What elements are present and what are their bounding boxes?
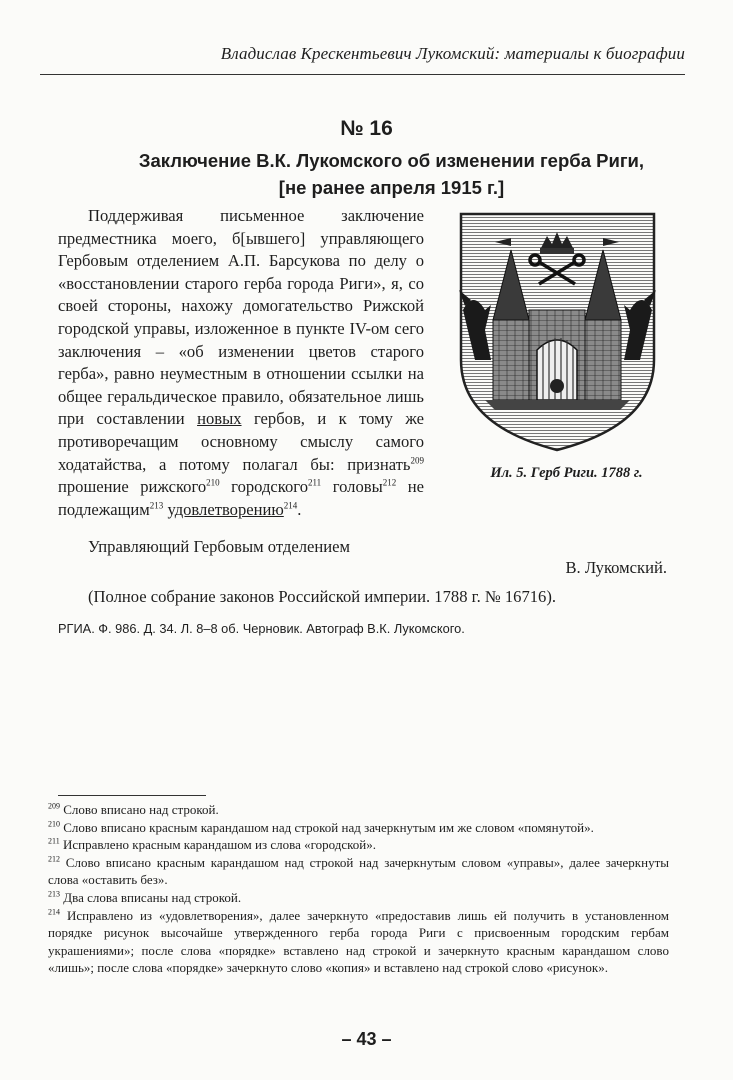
footnote-text: Слово вписано красным карандашом над строкой над зачеркнутым словом «управы», далее зачеркнуты слова «оставить без». — [48, 854, 669, 888]
footnote-text: Два слова вписаны над строкой. — [63, 889, 242, 905]
underlined-word-satisfaction: удовлетворению — [167, 499, 284, 519]
body-text-segment: гербов, и к тому же противоречащим основному смыслу самого ходатайства, а потому полагал бы: признать — [58, 409, 424, 474]
header-rule — [40, 74, 685, 75]
body-paragraph — [58, 205, 424, 521]
signature-role: Управляющий Гербовым отделением — [88, 537, 350, 556]
body-text-segment: городского — [219, 477, 309, 497]
document-number: № 16 — [340, 117, 393, 140]
underlined-word-new: новых — [197, 409, 242, 429]
footnote-text: Исправлено красным карандашом из слова «городской». — [62, 837, 377, 853]
footnote-ref-209[interactable]: 209 — [410, 455, 424, 465]
footnote-210 — [48, 819, 669, 837]
document-title-line2: [не ранее апреля 1915 г.] — [278, 177, 505, 198]
footnote-text: Слово вписано красным карандашом над строкой над зачеркнутым им же словом «помянутой». — [63, 819, 594, 835]
figure-caption: Ил. 5. Герб Риги. 1788 г. — [490, 465, 643, 481]
body-text-segment: . — [297, 499, 302, 519]
archive-reference: РГИА. Ф. 986. Д. 34. Л. 8–8 об. Черновик. Автограф В.К. Лукомского. — [58, 621, 465, 636]
footnote-209 — [48, 801, 669, 819]
footnote-number: 214 — [48, 907, 60, 917]
body-text-segment: не подлежащим — [58, 477, 424, 519]
footnote-212 — [48, 854, 669, 889]
footnote-text: Исправлено из «удовлетворения», далее зачеркнуто «предоставив лишь ей получить в установленном порядке рисунок высочайше утвержденного герба города Риги с присвоенным городским гербам украшениями»; после слова «порядке» вставлено над строкой и зачеркнуто красным карандашом слово «лишь»; после слова «порядке» зачеркнуто слово «копия» и вставлено над строкой слово «рисунок». — [48, 907, 669, 976]
footnote-214 — [48, 907, 669, 977]
footnote-ref-214[interactable]: 214 — [283, 500, 298, 511]
lion-head-icon — [550, 379, 564, 393]
footnote-number: 209 — [48, 801, 60, 811]
footnote-number: 211 — [48, 836, 60, 846]
footnote-number: 213 — [48, 889, 60, 899]
footnote-number: 212 — [48, 854, 60, 864]
footnote-number: 210 — [48, 819, 60, 829]
document-body — [58, 205, 424, 521]
source-citation: (Полное собрание законов Российской империи. 1788 г. № 16716). — [88, 587, 557, 606]
footnote-text: Слово вписано над строкой. — [63, 802, 219, 817]
footnote-213 — [48, 889, 669, 907]
footnote-ref-210[interactable]: 210 — [206, 477, 220, 488]
footnotes — [48, 801, 669, 977]
body-text-segment: прошение рижского — [58, 477, 207, 497]
footnote-211 — [48, 836, 669, 854]
coat-of-arms-riga-illustration — [455, 210, 660, 455]
footnote-divider — [58, 795, 206, 796]
footnote-ref-211[interactable]: 211 — [308, 477, 322, 488]
running-header: Владислав Крескентьевич Лукомский: материалы к биографии — [220, 44, 685, 63]
body-text-segment: Поддерживая письменное заключение предместника моего, б[ывшего] управляющего Гербовым отделением А.П. Барсукова по делу о «восстановлении старого герба города Риги», я, со своей стороны, нахожу домогательство Рижской городской управы, изложенное в пункте IV-ом сего заключения – «об изменении цветов старого герба», равно неуместным в отношении ссылки на общее геральдическое правило, обязательное лишь при составлении — [58, 206, 424, 429]
footnote-ref-213[interactable]: 213 — [149, 500, 164, 511]
footnote-ref-212[interactable]: 212 — [382, 477, 397, 488]
page-number: – 43 – — [341, 1029, 392, 1049]
signature-name: В. Лукомский. — [565, 558, 667, 577]
document-title — [90, 147, 693, 201]
body-text-segment: головы — [321, 477, 383, 497]
document-title-line1: Заключение В.К. Лукомского об изменении герба Риги, — [138, 150, 645, 171]
